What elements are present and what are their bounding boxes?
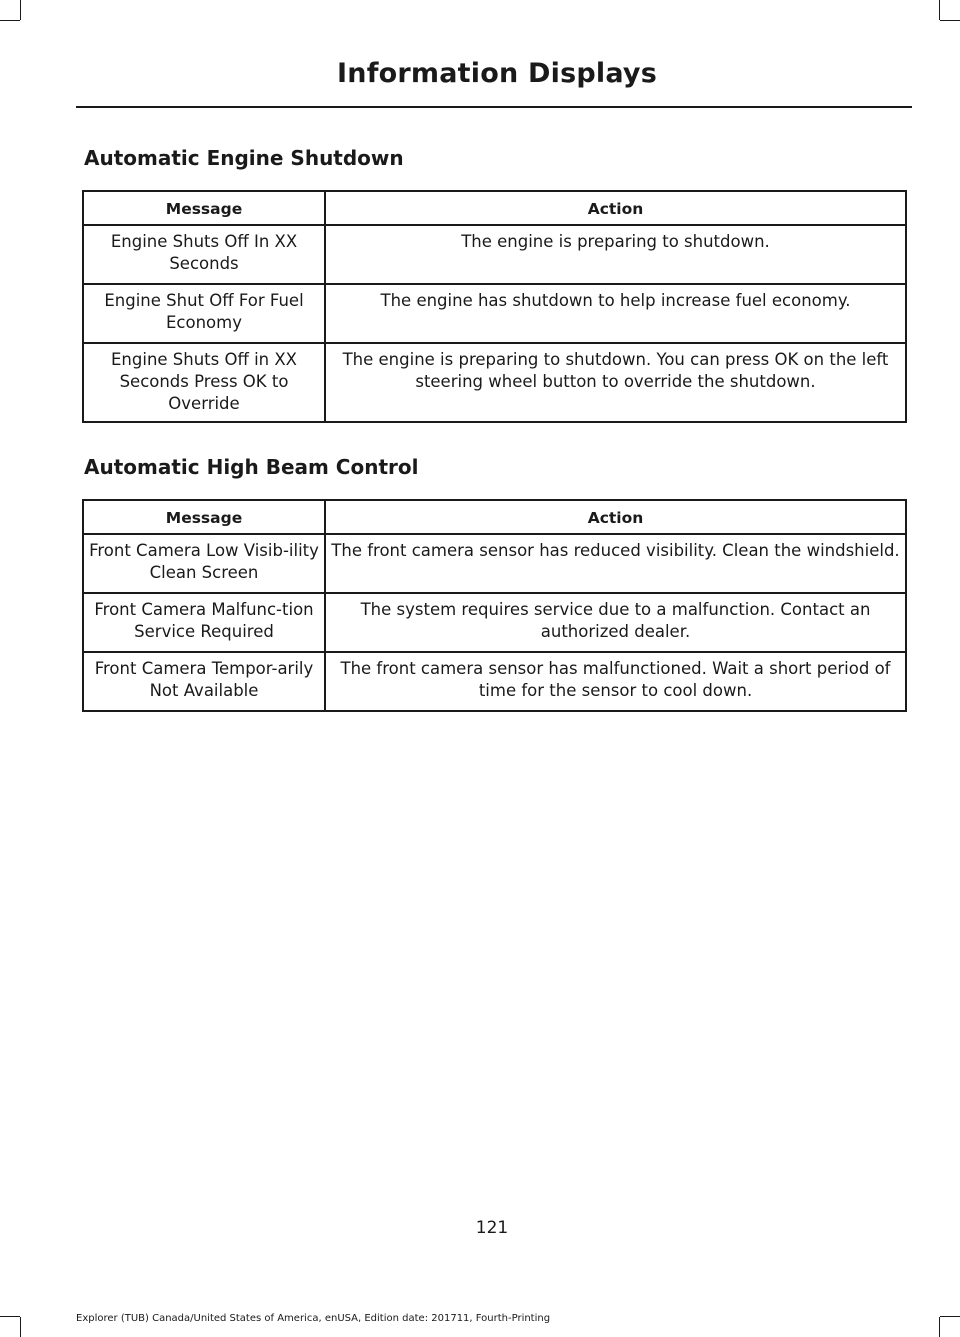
crop-mark [0,1316,20,1317]
table-row [83,652,906,711]
crop-mark [20,1317,21,1337]
action-cell: The engine is preparing to shutdown. [325,225,906,284]
action-cell: The engine has shutdown to help increase fuel economy. [325,284,906,343]
message-cell: Engine Shut Off For Fuel Economy [83,284,325,343]
table-header-row [83,500,906,534]
message-cell: Front Camera Malfunc-tion Service Required [83,593,325,652]
table-header-row [83,191,906,225]
header-divider [76,106,912,108]
table-row [83,593,906,652]
high-beam-control-table [82,499,907,712]
table-row [83,534,906,593]
crop-mark [940,20,960,21]
crop-mark [939,0,940,20]
engine-shutdown-table [82,190,907,423]
crop-mark [0,20,20,21]
message-cell: Front Camera Tempor-arily Not Available [83,652,325,711]
column-header-action: Action [325,191,906,225]
section-title-engine-shutdown: Automatic Engine Shutdown [84,146,404,170]
chapter-title: Information Displays [337,58,657,89]
table-row [83,284,906,343]
action-cell: The front camera sensor has malfunctioned. Wait a short period of time for the sensor to cool down. [325,652,906,711]
crop-mark [939,1317,940,1337]
crop-mark [940,1316,960,1317]
action-cell: The engine is preparing to shutdown. You can press OK on the left steering wheel button to override the shutdown. [325,343,906,422]
crop-mark [20,0,21,20]
table-row [83,225,906,284]
message-cell: Front Camera Low Visib-ility Clean Screen [83,534,325,593]
column-header-message: Message [83,191,325,225]
column-header-action: Action [325,500,906,534]
action-cell: The system requires service due to a malfunction. Contact an authorized dealer. [325,593,906,652]
column-header-message: Message [83,500,325,534]
message-cell: Engine Shuts Off In XX Seconds [83,225,325,284]
page-number: 121 [475,1218,509,1238]
table-row [83,343,906,422]
section-title-high-beam-control: Automatic High Beam Control [84,455,419,479]
action-cell: The front camera sensor has reduced visibility. Clean the windshield. [325,534,906,593]
message-cell: Engine Shuts Off in XX Seconds Press OK to Override [83,343,325,422]
edition-footer: Explorer (TUB) Canada/United States of America, enUSA, Edition date: 201711, Fourth-Printing [76,1313,551,1324]
